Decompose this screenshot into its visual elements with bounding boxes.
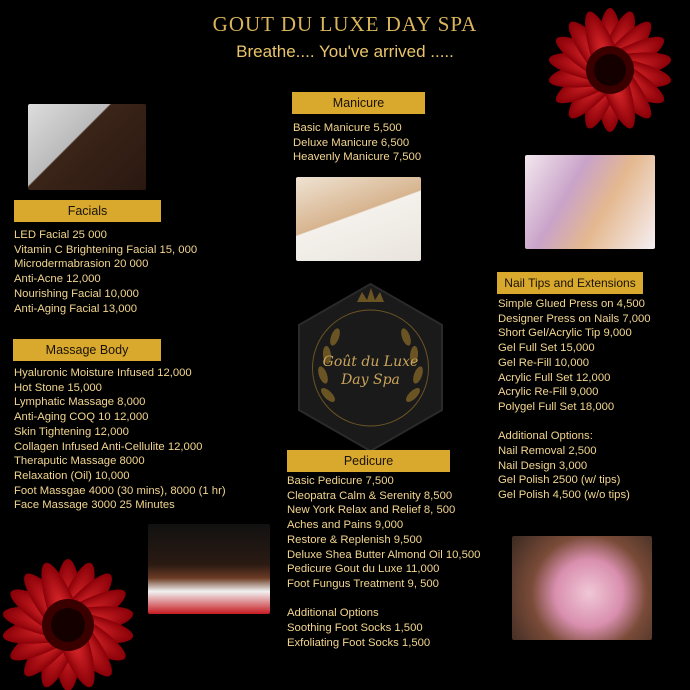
- list-item: Gel Re-Fill 10,000: [498, 356, 590, 369]
- spa-emblem: [283, 280, 458, 455]
- massage-list: [14, 366, 226, 513]
- list-item: Aches and Pains 9,000: [287, 519, 404, 532]
- list-item: Face Massage 3000 25 Minutes: [14, 499, 175, 512]
- list-item: Nail Removal 2,500: [498, 445, 597, 458]
- list-item: Acrylic Full Set 12,000: [498, 371, 611, 384]
- pedicure-label: Pedicure: [287, 450, 450, 472]
- list-item: Restore & Replenish 9,500: [287, 533, 423, 546]
- manicure-photo: [296, 177, 421, 261]
- list-item: Anti-Acne 12,000: [14, 273, 101, 286]
- list-item: Basic Manicure 5,500: [293, 122, 402, 134]
- list-item: Anti-Aging Facial 13,000: [14, 302, 138, 315]
- list-item: Foot Massgae 4000 (30 mins), 8000 (1 hr): [14, 484, 226, 497]
- list-item: Soothing Foot Socks 1,500: [287, 622, 423, 635]
- nail-extensions-photo: [525, 155, 655, 249]
- massage-photo: [148, 524, 270, 614]
- list-item: Vitamin C Brightening Facial 15, 000: [14, 243, 198, 256]
- pedicure-photo: [512, 536, 652, 640]
- manicure-list: [293, 121, 421, 165]
- list-item: Microdermabrasion 20 000: [14, 258, 149, 271]
- list-item: Additional Options:: [498, 430, 593, 443]
- list-item: Hyaluronic Moisture Infused 12,000: [14, 367, 192, 379]
- list-item: Skin Tightening 12,000: [14, 425, 129, 438]
- list-item: Exfoliating Foot Socks 1,500: [287, 636, 431, 649]
- list-item: Gel Polish 4,500 (w/o tips): [498, 489, 630, 502]
- list-item: Pedicure Gout du Luxe 11,000: [287, 563, 440, 576]
- massage-label: Massage Body: [13, 339, 161, 361]
- list-item: Deluxe Shea Butter Almond Oil 10,500: [287, 548, 481, 561]
- list-item: Hot Stone 15,000: [14, 381, 102, 394]
- red-flower-bottom-left: [0, 530, 150, 690]
- list-item: LED Facial 25 000: [14, 229, 107, 241]
- facials-list: [14, 228, 197, 316]
- list-item: Simple Glued Press on 4,500: [498, 298, 645, 310]
- list-item: Anti-Aging COQ 10 12,000: [14, 411, 149, 424]
- list-item: Heavenly Manicure 7,500: [293, 151, 422, 164]
- list-item: New York Relax and Relief 8, 500: [287, 504, 456, 517]
- nails-label: Nail Tips and Extensions: [497, 272, 643, 294]
- list-item: Additional Options: [287, 607, 379, 620]
- list-item: Foot Fungus Treatment 9, 500: [287, 577, 439, 590]
- list-item: Short Gel/Acrylic Tip 9,000: [498, 327, 632, 340]
- list-item: Nourishing Facial 10,000: [14, 287, 139, 300]
- nails-list: [498, 297, 651, 503]
- page-title: GOUT DU LUXE DAY SPA: [212, 12, 478, 36]
- list-item: Lymphatic Massage 8,000: [14, 396, 146, 409]
- emblem-line2: Day Spa: [341, 372, 400, 388]
- list-item: Relaxation (Oil) 10,000: [14, 469, 130, 482]
- list-item: Cleopatra Calm & Serenity 8,500: [287, 489, 453, 502]
- page-subtitle: Breathe.... You've arrived .....: [236, 42, 454, 61]
- list-item: Basic Pedicure 7,500: [287, 475, 394, 487]
- list-item: Designer Press on Nails 7,000: [498, 312, 651, 325]
- list-item: Gel Full Set 15,000: [498, 342, 595, 355]
- emblem-line1: Goût du Luxe: [322, 354, 419, 370]
- facial-photo: [28, 104, 146, 190]
- manicure-label: Manicure: [292, 92, 425, 114]
- list-item: Polygel Full Set 18,000: [498, 400, 615, 413]
- list-item: Acrylic Re-Fill 9,000: [498, 386, 599, 399]
- list-item: Gel Polish 2500 (w/ tips): [498, 474, 621, 487]
- list-item: Deluxe Manicure 6,500: [293, 136, 410, 149]
- list-item: Collagen Infused Anti-Cellulite 12,000: [14, 440, 203, 453]
- list-item: [287, 592, 480, 607]
- pedicure-list: [287, 474, 480, 650]
- list-item: Theraputic Massage 8000: [14, 455, 145, 468]
- facials-label: Facials: [14, 200, 161, 222]
- list-item: Nail Design 3,000: [498, 459, 588, 472]
- list-item: [498, 415, 651, 430]
- red-flower-top-right: [530, 0, 680, 140]
